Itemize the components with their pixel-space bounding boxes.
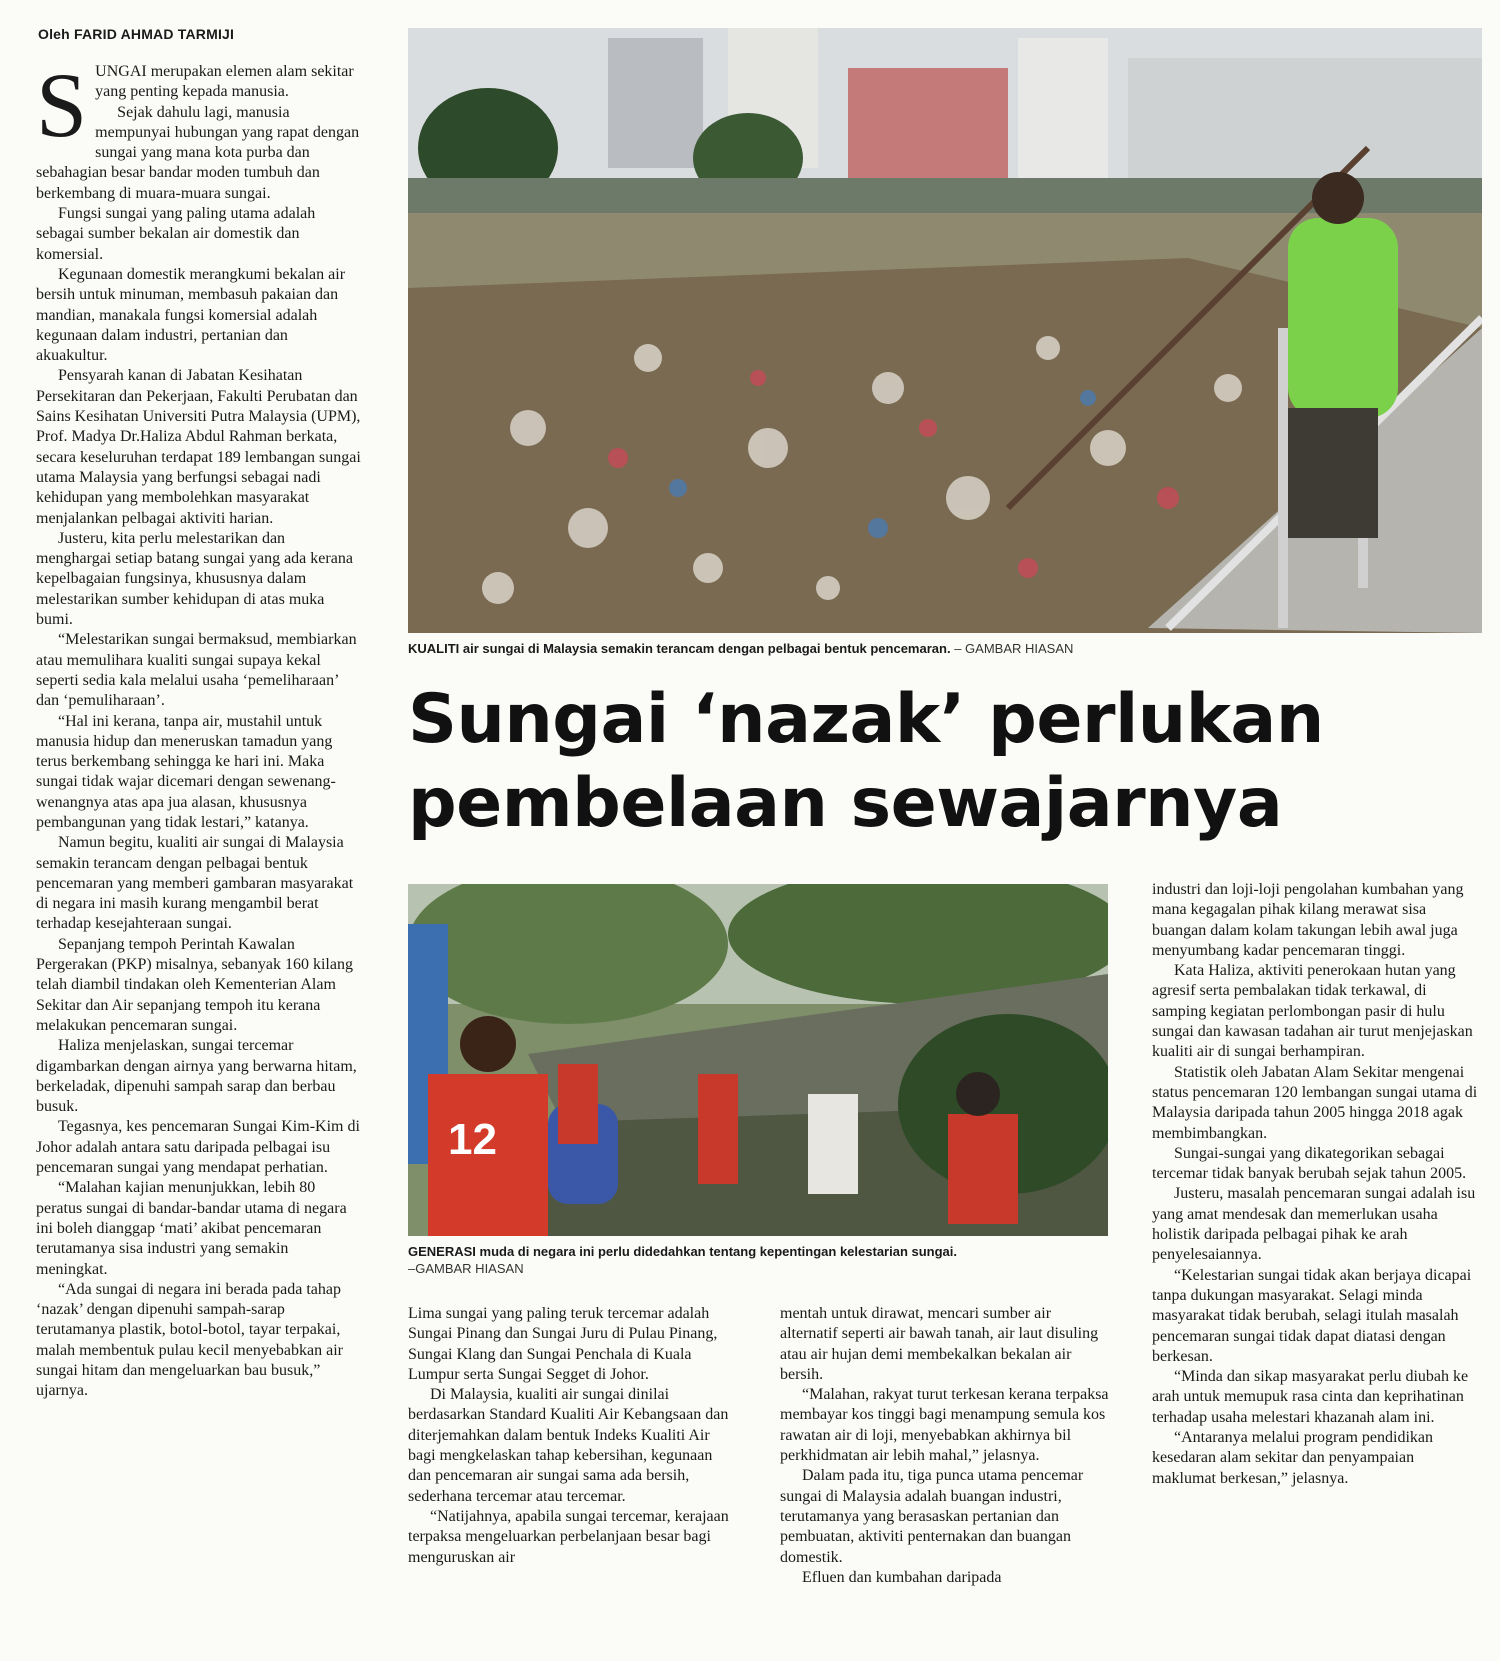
caption-top-photo — [408, 640, 1482, 657]
paragraph: Di Malaysia, kualiti air sungai dinilai berdasarkan Standard Kualiti Air Kebangsaan dan diterjemahkan dalam bentuk Indeks Kualiti Air bagi mengkelaskan tahap kebersihan, kegunaan dan pencemaran air sungai sama ada bersih, sederhana tercemar atau tercemar. — [408, 1386, 729, 1505]
article-column-1 — [36, 54, 362, 1402]
caption-lead-2: GENERASI — [408, 1244, 476, 1259]
paragraph: UNGAI merupakan elemen alam sekitar yang penting kepada manusia. — [95, 63, 354, 101]
byline: Oleh FARID AHMAD TARMIJI — [38, 26, 235, 42]
caption-text: air sungai di Malaysia semakin terancam dengan pelbagai bentuk pencemaran. — [459, 641, 951, 656]
paragraph: Sejak dahulu lagi, manusia mempunyai hubungan yang rapat dengan sungai yang mana kota purba dan sebahagian besar bandar moden tumbuh dan berkembang di muara-muara sungai. — [36, 103, 360, 202]
paragraph: industri dan loji-loji pengolahan kumbahan yang mana kegagalan pihak kilang merawat sisa buangan dalam kolam takungan lebih awal juga menyumbang kadar pencemaran tinggi. — [1152, 881, 1464, 959]
paragraph: Kata Haliza, aktiviti penerokaan hutan yang agresif serta pembalakan tidak terkawal, di samping kegiatan perlombongan pasir di hulu sungai dan kawasan tadahan air turut menjejaskan kualiti air di sungai berhampiran. — [1152, 962, 1473, 1061]
headline — [408, 678, 1478, 846]
caption-lead: KUALITI — [408, 641, 460, 656]
paragraph: “Ada sungai di negara ini berada pada tahap ‘nazak’ dengan dipenuhi sampah-sarap terutamanya plastik, botol-botol, tayar terpakai, malah membentuk pulau kecil menyebabkan air sungai hitam dan mengeluarkan bau busuk,” ujarnya. — [36, 1280, 343, 1400]
paragraph: Sungai-sungai yang dikategorikan sebagai tercemar tidak banyak berubah sejak tahun 2005. — [1152, 1144, 1467, 1183]
paragraph: “Natijahnya, apabila sungai tercemar, kerajaan terpaksa mengeluarkan perbelanjaan besar bagi menguruskan air — [408, 1507, 729, 1566]
paragraph: Namun begitu, kualiti air sungai di Malaysia semakin terancam dengan pelbagai bentuk pencemaran yang memberi gambaran masyarakat di negara ini masih kurang mengambil berat terhadap kesejahteraan sungai. — [36, 834, 354, 933]
paragraph: Fungsi sungai yang paling utama adalah sebagai sumber bekalan air domestik dan komersial. — [36, 205, 316, 263]
photo-credit-2: –GAMBAR HIASAN — [408, 1261, 524, 1276]
article-column-4 — [1152, 880, 1482, 1489]
headline-line-2: pembelaan sewajarnya — [408, 764, 1283, 843]
paragraph: “Malahan kajian menunjukkan, lebih 80 peratus sungai di bandar-bandar utama di negara ini boleh dianggap ‘mati’ akibat pencemaran terutamanya sisa industri yang semakin meningkat. — [36, 1179, 347, 1278]
paragraph: Justeru, masalah pencemaran sungai adalah isu yang amat mendesak dan memerlukan usaha holistik daripada pelbagai pihak ke arah penyelesaiannya. — [1152, 1185, 1476, 1264]
river-rubbish-illustration — [408, 28, 1482, 633]
paragraph: mentah untuk dirawat, mencari sumber air alternatif seperti air bawah tanah, air laut disuling atau air hujan demi membekalkan bekalan air bersih. — [780, 1305, 1099, 1383]
paragraph: Statistik oleh Jabatan Alam Sekitar mengenai status pencemaran 120 lembangan sungai utama di Malaysia daripada tahun 2005 hingga 2018 agak membimbangkan. — [1152, 1063, 1478, 1142]
paragraph: Kegunaan domestik merangkumi bekalan air bersih untuk minuman, membasuh pakaian dan mandian, manakala fungsi komersial adalah kegunaan dalam industri, pertanian dan akuakultur. — [36, 265, 346, 365]
drop-cap: S — [36, 54, 88, 156]
paragraph: “Malahan, rakyat turut terkesan kerana terpaksa membayar kos tinggi bagi menampung semula kos rawatan air di loji, menyebabkan akhirnya bil perkhidmatan air lebih mahal,” jelasnya. — [780, 1386, 1109, 1465]
paragraph: “Minda dan sikap masyarakat perlu diubah ke arah untuk memupuk rasa cinta dan keprihatinan terhadap usaha melestari khazanah alam ini. — [1152, 1368, 1469, 1426]
paragraph: Lima sungai yang paling teruk tercemar adalah Sungai Pinang dan Sungai Juru di Pulau Pinang, Sungai Klang dan Sungai Penchala di Kuala Lumpur serta Sungai Segget di Johor. — [408, 1305, 718, 1383]
paragraph: “Antaranya melalui program pendidikan kesedaran alam sekitar dan penyampaian maklumat berkesan,” jelasnya. — [1152, 1429, 1434, 1487]
paragraph: Dalam pada itu, tiga punca utama pencemar sungai di Malaysia adalah buangan industri, terutamanya yang berasaskan pertanian dan pembuatan, aktiviti penternakan dan buangan domestik. — [780, 1467, 1084, 1566]
jersey-number: 12 — [448, 1115, 497, 1164]
paragraph: “Hal ini kerana, tanpa air, mustahil untuk manusia hidup dan meneruskan tamadun yang terus berkembang sehingga ke hari ini. Maka sungai tidak wajar dicemari dengan sewenang-wenangnya atas apa jua alasan, khususnya pembangunan yang tidak lestari,” katanya. — [36, 712, 336, 831]
caption-text-2: muda di negara ini perlu didedahkan tentang kepentingan kelestarian sungai. — [475, 1244, 958, 1259]
paragraph: “Melestarikan sungai bermaksud, membiarkan atau memulihara kualiti sungai supaya kekal seperti sedia kala melalui usaha ‘pemeliharaan’ dan ‘pemuliharaan’. — [36, 631, 357, 710]
article-column-2 — [408, 1304, 738, 1568]
photo-credit: – GAMBAR HIASAN — [950, 641, 1074, 656]
paragraph: Sepanjang tempoh Perintah Kawalan Pergerakan (PKP) misalnya, sebanyak 160 kilang telah diambil tindakan oleh Kementerian Alam Sekitar dan Air sepanjang tempoh itu kerana melakukan pencemaran sungai. — [36, 935, 353, 1034]
paragraph: Haliza menjelaskan, sungai tercemar digambarkan dengan airnya yang berwarna hitam, berkeladak, dipenuhi sampah sarap dan berbau busuk. — [36, 1037, 357, 1116]
caption-middle-photo — [408, 1243, 1108, 1277]
paragraph: “Kelestarian sungai tidak akan berjaya dicapai tanpa dukungan masyarakat. Selagi minda masyarakat tidak berubah, selagi itulah masalah pencemaran sungai tidak dapat diatasi dengan berkesan. — [1152, 1266, 1472, 1365]
article-column-3 — [780, 1304, 1110, 1588]
cleanup-illustration — [408, 884, 1108, 1236]
photo-youth-river-cleanup — [408, 884, 1108, 1236]
photo-polluted-river — [408, 28, 1482, 633]
paragraph: Efluen dan kumbahan daripada — [802, 1568, 1002, 1586]
paragraph: Justeru, kita perlu melestarikan dan menghargai setiap batang sungai yang ada kerana kepelbagaian fungsinya, khususnya dalam melestarikan sumber kehidupan di atas muka bumi. — [36, 529, 353, 629]
paragraph: Tegasnya, kes pencemaran Sungai Kim-Kim di Johor adalah antara satu daripada pelbagai isu pencemaran sungai yang mendapat perhatian. — [36, 1118, 360, 1177]
headline-line-1: Sungai ‘nazak’ perlukan — [408, 680, 1324, 759]
paragraph: Pensyarah kanan di Jabatan Kesihatan Persekitaran dan Pekerjaan, Fakulti Perubatan dan Sains Kesihatan Universiti Putra Malaysia (UPM), Prof. Madya Dr.Haliza Abdul Rahman berkata, secara keseluruhan terdapat 189 lembangan sungai utama Malaysia yang berfungsi sebagai nadi kehidupan yang membolehkan masyarakat menjalankan pelbagai aktiviti harian. — [36, 367, 361, 527]
